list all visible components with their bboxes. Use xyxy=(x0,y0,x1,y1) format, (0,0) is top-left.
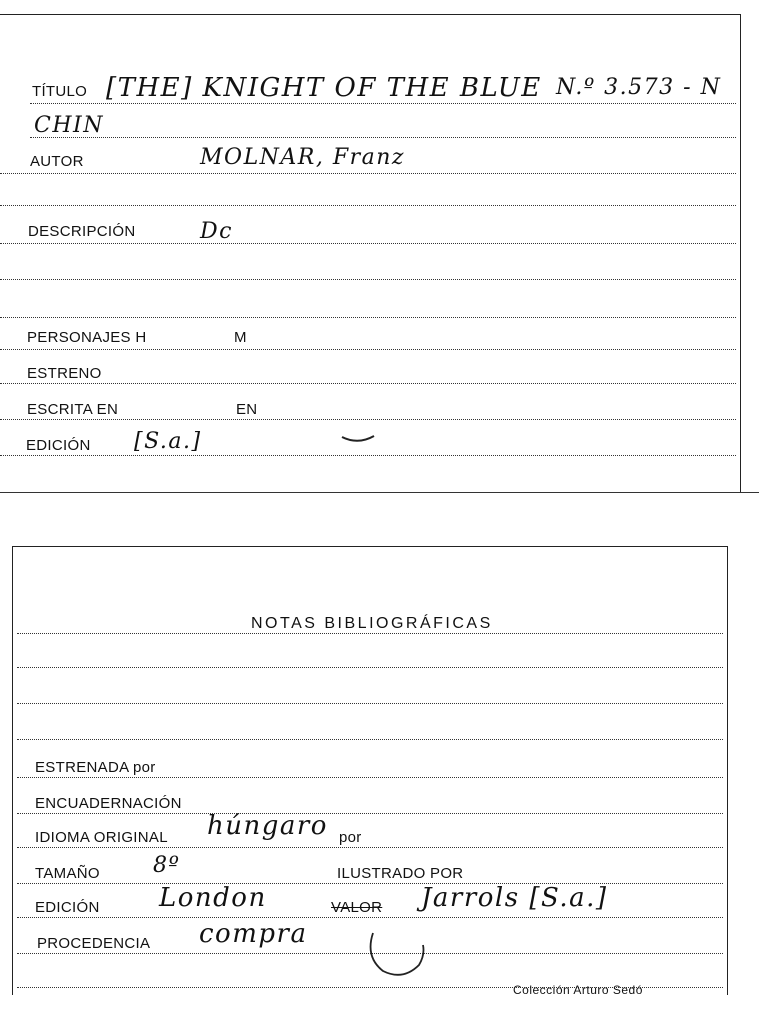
titulo-value-line2: CHIN xyxy=(34,113,104,138)
titulo-rule xyxy=(30,103,736,104)
blank-rule-3 xyxy=(0,317,736,318)
descripcion-label: DESCRIPCIÓN xyxy=(28,223,136,240)
tamano-rule xyxy=(17,883,723,884)
edicion-back-rule xyxy=(17,917,723,918)
escrita-label: ESCRITA EN xyxy=(27,401,119,418)
heading-rule xyxy=(17,633,723,634)
idioma-value: húngaro xyxy=(207,811,328,841)
titulo-rule-2 xyxy=(30,137,736,138)
autor-label: AUTOR xyxy=(30,153,84,170)
encuadernacion-rule xyxy=(17,813,723,814)
personajes-label: PERSONAJES H xyxy=(27,329,147,346)
edicion-back-value: London xyxy=(159,883,267,913)
personajes-m-label: M xyxy=(234,329,247,346)
autor-rule xyxy=(0,173,736,174)
valor-value: Jarrols [S.a.] xyxy=(421,883,608,913)
autor-value: MOLNAR, Franz xyxy=(200,145,406,170)
estreno-rule xyxy=(0,383,736,384)
tamano-value: 8º xyxy=(153,853,181,878)
blank-rule-1 xyxy=(0,205,736,206)
idioma-label: IDIOMA ORIGINAL xyxy=(35,829,168,846)
estrenada-rule xyxy=(17,777,723,778)
catalog-number: N.º 3.573 - N xyxy=(556,75,722,100)
procedencia-value: compra xyxy=(199,919,308,949)
encuadernacion-label: ENCUADERNACIÓN xyxy=(35,795,182,812)
tamano-label: TAMAÑO xyxy=(35,865,100,882)
valor-label: VALOR xyxy=(331,899,383,916)
titulo-value: [THE] KNIGHT OF THE BLUE xyxy=(106,73,542,103)
edicion-rule xyxy=(0,455,736,456)
procedencia-label: PROCEDENCIA xyxy=(37,935,151,952)
escrita-en-label: EN xyxy=(236,401,258,418)
edicion-value: [S.a.] xyxy=(134,429,202,454)
card-divider xyxy=(0,492,759,493)
notes-rule-3 xyxy=(17,739,723,740)
blank-rule-2 xyxy=(0,279,736,280)
notes-rule-2 xyxy=(17,703,723,704)
notas-heading: NOTAS BIBLIOGRÁFICAS xyxy=(251,615,493,632)
circle-mark xyxy=(363,925,429,979)
catalog-card-front xyxy=(0,14,741,493)
descripcion-rule xyxy=(0,243,736,244)
idioma-rule xyxy=(17,847,723,848)
personajes-rule xyxy=(0,349,736,350)
pen-mark xyxy=(340,433,376,447)
edicion-label: EDICIÓN xyxy=(26,437,91,454)
descripcion-value: Dc xyxy=(200,219,233,244)
ilustrado-label: ILUSTRADO POR xyxy=(337,865,464,882)
notes-rule-1 xyxy=(17,667,723,668)
collection-footer: Colección Arturo Sedó xyxy=(513,983,643,997)
catalog-card-back xyxy=(12,546,728,995)
escrita-rule xyxy=(0,419,736,420)
estrenada-label: ESTRENADA por xyxy=(35,759,156,776)
edicion-back-label: EDICIÓN xyxy=(35,899,100,916)
titulo-label: TÍTULO xyxy=(32,83,88,100)
estreno-label: ESTRENO xyxy=(27,365,102,382)
idioma-por-label: por xyxy=(339,829,362,846)
